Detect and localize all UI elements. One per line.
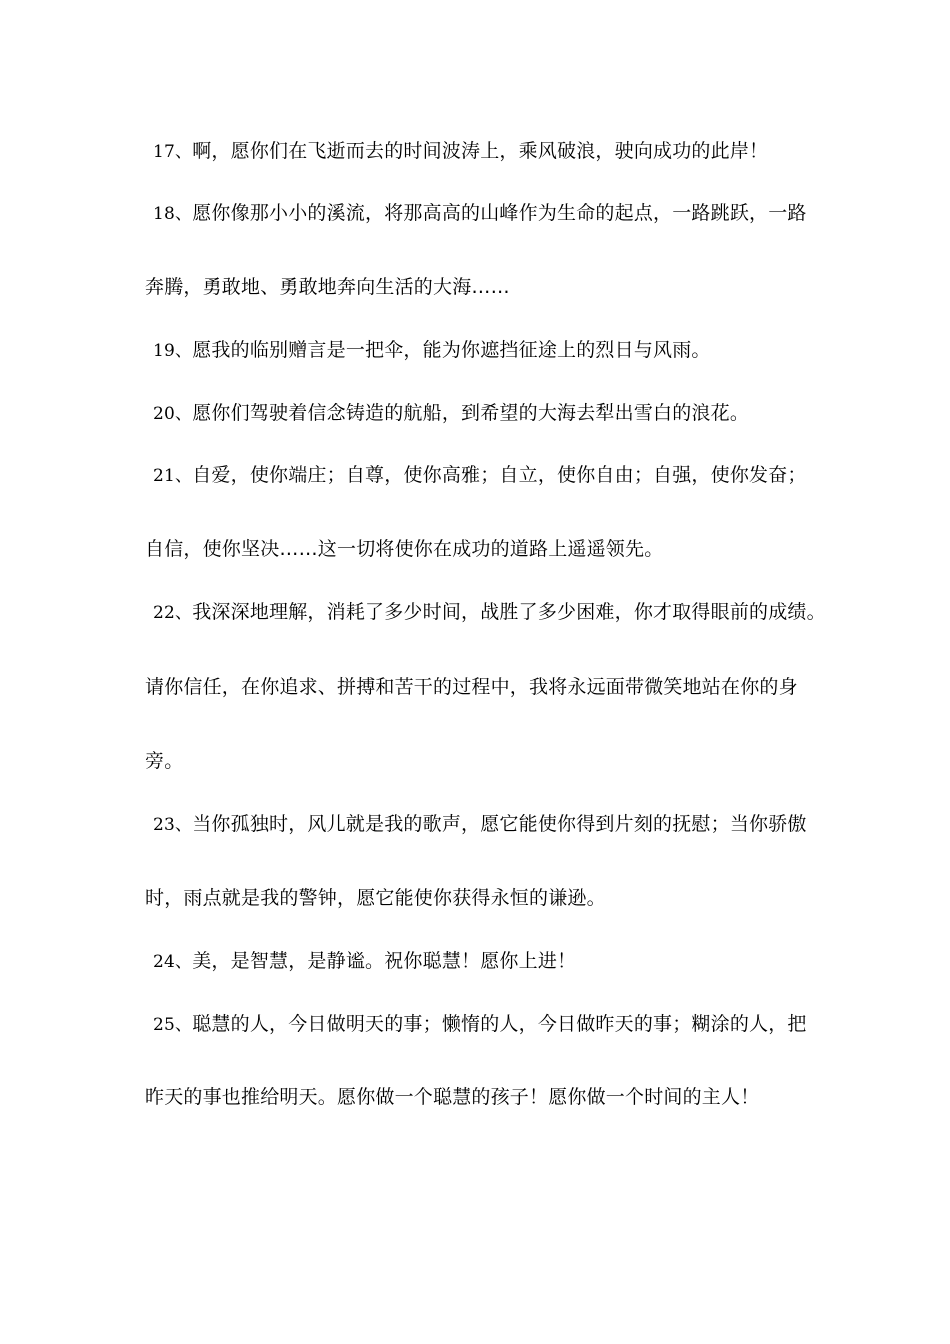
paragraph-21-line-1 [153, 463, 843, 488]
paragraph-text: 自爱，使你端庄；自尊，使你高雅；自立，使你自由；自强，使你发奋； [192, 464, 807, 486]
paragraph-text: 当你孤独时，风儿就是我的歌声，愿它能使你得到片刻的抚慰；当你骄傲 [192, 813, 807, 835]
paragraph-text: 愿你像那小小的溪流，将那高高的山峰作为生命的起点，一路跳跃，一路 [192, 202, 807, 224]
item-number: 24、 [153, 952, 193, 972]
paragraph-22-line-1 [153, 600, 843, 625]
paragraph-25-line-1 [153, 1012, 843, 1037]
item-number: 25、 [153, 1015, 193, 1035]
paragraph-23-line-1 [153, 812, 843, 837]
paragraph-18-line-1 [153, 201, 843, 226]
paragraph-24-line-1 [153, 949, 843, 974]
paragraph-text: 我深深地理解，消耗了多少时间，战胜了多少困难，你才取得眼前的成绩。 [192, 601, 826, 623]
item-number: 20、 [153, 404, 193, 424]
paragraph-22-line-3: 旁。 [145, 750, 184, 772]
item-number: 21、 [153, 466, 193, 486]
paragraph-23-line-2: 时，雨点就是我的警钟，愿它能使你获得永恒的谦逊。 [145, 887, 606, 909]
paragraph-text: 聪慧的人，今日做明天的事；懒惰的人，今日做昨天的事；糊涂的人，把 [192, 1013, 807, 1035]
paragraph-19-line-1 [153, 338, 843, 363]
paragraph-text: 愿你们驾驶着信念铸造的航船，到希望的大海去犁出雪白的浪花。 [192, 402, 750, 424]
paragraph-20-line-1 [153, 401, 843, 426]
paragraph-text: 啊，愿你们在飞逝而去的时间波涛上，乘风破浪，驶向成功的此岸！ [192, 140, 769, 162]
item-number: 18、 [153, 204, 193, 224]
paragraph-text: 愿我的临别赠言是一把伞，能为你遮挡征途上的烈日与风雨。 [192, 339, 711, 361]
item-number: 19、 [153, 341, 193, 361]
item-number: 23、 [153, 815, 193, 835]
paragraph-text: 美，是智慧，是静谧。祝你聪慧！愿你上进！ [192, 950, 577, 972]
item-number: 17、 [153, 142, 193, 162]
paragraph-18-line-2: 奔腾，勇敢地、勇敢地奔向生活的大海…… [145, 276, 510, 298]
paragraph-17-line-1 [153, 139, 843, 164]
paragraph-21-line-2: 自信，使你坚决……这一切将使你在成功的道路上遥遥领先。 [145, 538, 664, 560]
paragraph-25-line-2: 昨天的事也推给明天。愿你做一个聪慧的孩子！愿你做一个时间的主人！ [145, 1086, 760, 1108]
item-number: 22、 [153, 603, 193, 623]
paragraph-22-line-2: 请你信任，在你追求、拼搏和苦干的过程中，我将永远面带微笑地站在你的身 [145, 676, 798, 698]
